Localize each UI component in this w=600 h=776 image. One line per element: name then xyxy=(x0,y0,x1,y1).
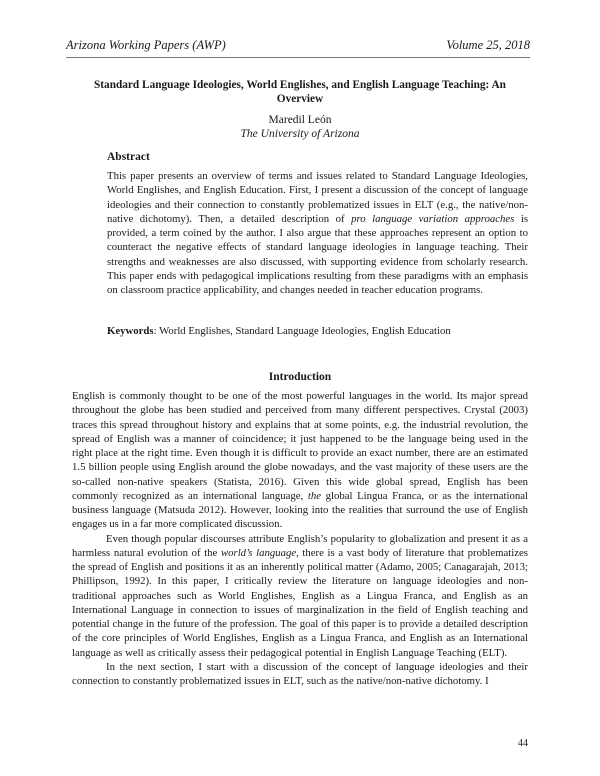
intro-p2-part-b: , there is a vast body of literature that problematizes the spread of English and positions it as an inherently political matter (Adamo, 2005; Canagarajah, 2013; Phillipson, 1992). In this paper, I critically review the literature on language ideologies and non-traditional approaches such as World Englishes, English as a Lingua Franca, and English as an International Language in connection to issues of marginalization in the field of English teaching and potential change in the future of the profession. The goal of this paper is to provide a detailed description of the core principles of World Englishes, English as a Lingua Franca, and English as an International language as well as critically assess their pedagogical potential in English Language Teaching (ELT). xyxy=(72,546,528,659)
running-header xyxy=(66,38,530,58)
intro-paragraph-2 xyxy=(72,532,528,660)
author-name: Maredil León xyxy=(268,114,332,126)
intro-p1-part-a: English is commonly thought to be one of the most powerful languages in the world. Its major spread throughout the globe has been studied and perceived from many different perspectives. Crystal (2003) traces this spread throughout history and explains that at some points, e.g. the industrial revolution, the spread of English was a manner of coincidence; it just happened to be the language being used in the right place at the right time. Even though it is difficult to provide an exact number, there are an estimated 1.5 billion people using English around the globe nowadays, and the vast majority of these users are the so-called non-native speakers (Statista, 2016). Given this wide global spread, English has been commonly recognized as an international language, xyxy=(72,390,528,502)
introduction-heading: Introduction xyxy=(268,371,332,383)
intro-paragraph-3: In the next section, I start with a discussion of the concept of language ideologies and their connection to constantly problematized issues in ELT, such as the native/non-native dichotomy. I xyxy=(72,660,528,687)
keywords-text: : World Englishes, Standard Language Ideologies, English Education xyxy=(153,325,451,337)
keywords xyxy=(107,325,540,337)
abstract-heading: Abstract xyxy=(107,151,150,163)
intro-p1-part-b: global Lingua Franca, or as the international business language (Matsuda 2012). However, looking into the realities that surround the use of English engages us in a far more complicated discussion. xyxy=(72,489,528,531)
abstract-text-1: This paper presents an overview of terms and issues related to Standard Language Ideologies, World Englishes, and English Education. First, I present a discussion of the concept of language ideologies and their connection to constantly problematized issues in ELT (e.g., the native/non-native dichotomy). Then, a detailed description of xyxy=(107,170,528,225)
intro-paragraph-1 xyxy=(72,389,528,532)
abstract-text-2: is provided, a term coined by the author. I also argue that these approaches represent an option to counteract the negative effects of standard language ideologies in language teaching. Their strengths and weaknesses are also discussed, with supporting evidence from scholarly research. This paper ends with pedagogical implications resulting from these paradigms with an emphasis on classroom practice applicability, and changes needed in teacher education programs. xyxy=(107,212,528,296)
paper-title: Standard Language Ideologies, World Englishes, and English Language Teaching: An Overview xyxy=(94,79,506,105)
intro-p2-part-a: Even though popular discourses attribute English’s popularity to globalization and present it as a harmless natural evolution of the xyxy=(72,532,528,559)
intro-p2-italic: world’s language xyxy=(220,546,297,559)
journal-name: Arizona Working Papers (AWP) xyxy=(66,38,226,52)
abstract-body xyxy=(107,169,528,297)
author-affiliation: The University of Arizona xyxy=(240,128,360,140)
keywords-label: Keywords xyxy=(107,325,154,337)
intro-p1-italic: the xyxy=(307,489,321,502)
volume-info: Volume 25, 2018 xyxy=(446,38,530,52)
introduction-body xyxy=(72,389,528,688)
abstract-italic-term: pro language variation approaches xyxy=(351,212,515,225)
page-number: 44 xyxy=(518,738,528,749)
